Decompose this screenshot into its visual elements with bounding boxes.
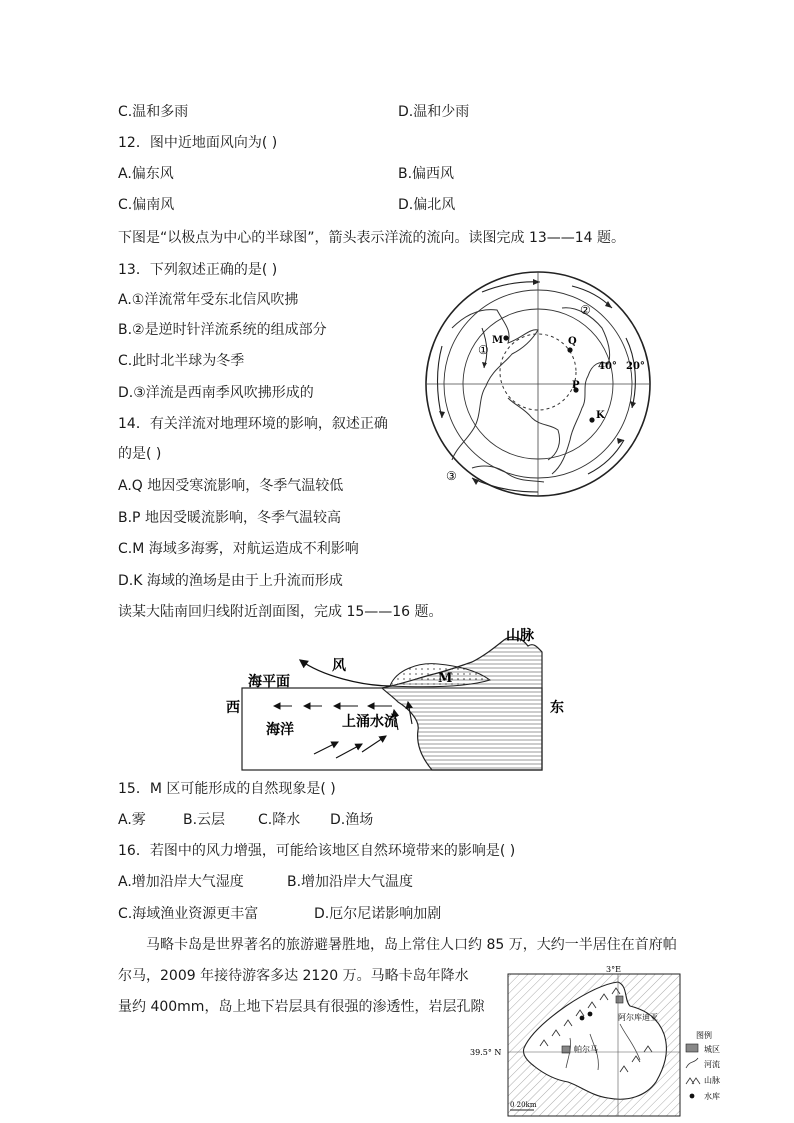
q15-option-b: B.云层 bbox=[183, 812, 226, 828]
mallorca-island-map bbox=[470, 964, 740, 1118]
q12-option-d: D.偏北风 bbox=[398, 197, 456, 213]
q12-stem: 12．图中近地面风向为( ) bbox=[118, 135, 278, 151]
legend-river-symbol bbox=[686, 1058, 698, 1068]
coastal-profile-diagram bbox=[222, 622, 580, 777]
label-m: M bbox=[492, 335, 504, 346]
label-longitude: 3°E bbox=[606, 965, 621, 974]
q12-option-b: B.偏西风 bbox=[398, 166, 455, 182]
legend-title: 图例 bbox=[696, 1031, 712, 1040]
legend-mountain: 山脉 bbox=[704, 1076, 720, 1085]
q12-option-c: C.偏南风 bbox=[118, 197, 175, 213]
label-alcudia: 阿尔库迪亚 bbox=[618, 1013, 658, 1022]
q14-option-b: B.P 地因受暖流影响，冬季气温较高 bbox=[118, 510, 341, 526]
label-wind: 风 bbox=[332, 658, 346, 674]
point-k-marker bbox=[589, 417, 594, 422]
legend-mountain-symbol bbox=[686, 1078, 700, 1084]
label-palma: 帕尔马 bbox=[574, 1045, 598, 1054]
point-q-marker bbox=[567, 347, 572, 352]
q14-option-d: D.K 海域的渔场是由于上升流而形成 bbox=[118, 573, 343, 589]
q13-option-d: D.③洋流是西南季风吹拂形成的 bbox=[118, 385, 314, 401]
reservoir-marker bbox=[580, 1016, 585, 1021]
q16-option-b: B.增加沿岸大气温度 bbox=[287, 874, 414, 890]
label-upwelling: 上涌水流 bbox=[342, 714, 398, 730]
intro-15-16: 读某大陆南回归线附近剖面图，完成 15——16 题。 bbox=[118, 604, 443, 620]
passage-line-2: 尔马，2009 年接待游客多达 2120 万。马略卡岛年降水 bbox=[118, 968, 469, 984]
q15-option-a: A.雾 bbox=[118, 812, 146, 828]
q14-option-a: A.Q 地因受寒流影响，冬季气温较低 bbox=[118, 478, 344, 494]
city-alcudia-marker bbox=[616, 996, 623, 1003]
passage-line-1: 马略卡岛是世界著名的旅游避暑胜地，岛上常住人口约 85 万，大约一半居住在首府帕 bbox=[146, 937, 677, 953]
q14-stem-line1: 14．有关洋流对地理环境的影响，叙述正确 bbox=[118, 416, 388, 432]
polar-hemisphere-map bbox=[412, 268, 664, 500]
q16-option-c: C.海域渔业资源更丰富 bbox=[118, 906, 259, 922]
q15-stem: 15．M 区可能形成的自然现象是( ) bbox=[118, 781, 336, 797]
q13-stem: 13．下列叙述正确的是( ) bbox=[118, 262, 278, 278]
label-k: K bbox=[596, 410, 605, 421]
label-lat-40: 40° bbox=[598, 361, 617, 372]
point-m-marker bbox=[503, 335, 508, 340]
q11-option-d: D.温和少雨 bbox=[398, 104, 470, 120]
intro-13-14: 下图是“以极点为中心的半球图”，箭头表示洋流的流向。读图完成 13——14 题。 bbox=[118, 230, 626, 246]
q13-option-b: B.②是逆时针洋流系统的组成部分 bbox=[118, 322, 327, 338]
q12-option-a: A.偏东风 bbox=[118, 166, 174, 182]
label-q: Q bbox=[568, 336, 577, 347]
label-lat-20: 20° bbox=[626, 361, 645, 372]
label-current-1: ① bbox=[478, 343, 489, 357]
q13-option-c: C.此时北半球为冬季 bbox=[118, 353, 245, 369]
passage-line-3: 量约 400mm，岛上地下岩层具有很强的渗透性，岩层孔隙 bbox=[118, 999, 485, 1015]
label-current-3: ③ bbox=[446, 469, 457, 483]
q14-stem-line2: 的是( ) bbox=[118, 446, 162, 462]
label-mountain: 山脉 bbox=[506, 628, 534, 644]
label-p: P bbox=[572, 380, 580, 391]
label-sea-level: 海平面 bbox=[248, 674, 290, 690]
label-m-zone: M bbox=[438, 671, 453, 686]
legend-city-swatch bbox=[686, 1044, 698, 1052]
q14-option-c: C.M 海域多海雾，对航运造成不利影响 bbox=[118, 541, 359, 557]
label-scale: 0 20km bbox=[510, 1101, 537, 1109]
q11-option-c: C.温和多雨 bbox=[118, 104, 189, 120]
q16-option-d: D.厄尔尼诺影响加剧 bbox=[314, 906, 442, 922]
label-ocean: 海洋 bbox=[266, 722, 294, 738]
legend-reservoir-symbol bbox=[690, 1094, 695, 1099]
q16-stem: 16．若图中的风力增强，可能给该地区自然环境带来的影响是( ) bbox=[118, 843, 516, 859]
label-west: 西 bbox=[226, 700, 240, 716]
q16-option-a: A.增加沿岸大气湿度 bbox=[118, 874, 244, 890]
legend-river: 河流 bbox=[704, 1060, 720, 1069]
q15-option-c: C.降水 bbox=[258, 812, 301, 828]
legend-reservoir: 水库 bbox=[704, 1092, 720, 1101]
label-latitude: 39.5° N bbox=[470, 1048, 502, 1057]
reservoir-marker bbox=[588, 1012, 593, 1017]
legend-city: 城区 bbox=[704, 1045, 720, 1054]
q15-option-d: D.渔场 bbox=[330, 812, 374, 828]
q13-option-a: A.①洋流常年受东北信风吹拂 bbox=[118, 292, 299, 308]
label-current-2: ② bbox=[580, 303, 591, 317]
label-east: 东 bbox=[550, 700, 564, 716]
